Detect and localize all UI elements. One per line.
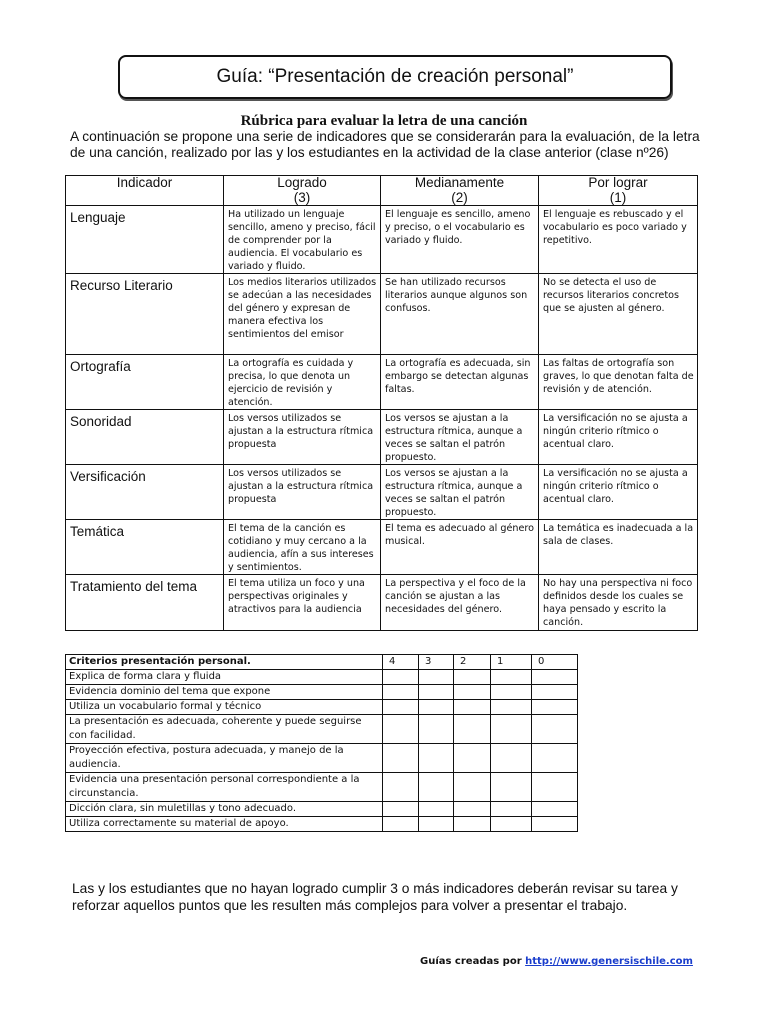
rubric-cell-medianamente: El tema es adecuado al género musical.	[381, 520, 539, 575]
score-cell[interactable]	[383, 670, 419, 685]
score-cell[interactable]	[491, 715, 532, 744]
rubric-cell-por-lograr: Las faltas de ortografía son graves, lo que denotan falta de revisión y de atención.	[539, 355, 698, 410]
criteria-row	[66, 670, 578, 685]
rubric-cell-medianamente: Los versos se ajustan a la estructura rítmica, aunque a veces se saltan el patrón propuesto.	[381, 410, 539, 465]
criteria-item: Evidencia dominio del tema que expone	[66, 685, 383, 700]
intro-paragraph: A continuación se propone una serie de indicadores que se considerarán para la evaluación, de la letra de una canción, realizado por las y los estudiantes en la actividad de la clase anterior (clase nº26)	[70, 129, 700, 160]
score-cell[interactable]	[419, 670, 454, 685]
score-cell[interactable]	[419, 685, 454, 700]
score-cell[interactable]	[491, 685, 532, 700]
score-cell[interactable]	[454, 700, 491, 715]
score-cell[interactable]	[491, 670, 532, 685]
score-cell[interactable]	[532, 817, 578, 832]
credit-prefix: Guías creadas por	[420, 956, 522, 967]
rubric-cell-por-lograr: No hay una perspectiva ni foco definidos desde los cuales se haya pensado y escrito la canción.	[539, 575, 698, 631]
score-cell[interactable]	[383, 715, 419, 744]
rubric-cell-logrado: Los versos utilizados se ajustan a la estructura rítmica propuesta	[224, 465, 381, 520]
rubric-row	[66, 355, 698, 410]
criteria-row	[66, 773, 578, 802]
rubric-subtitle: Rúbrica para evaluar la letra de una canción	[240, 113, 528, 129]
rubric-header-indicador: Indicador	[66, 176, 224, 206]
rubric-cell-medianamente: La ortografía es adecuada, sin embargo se detectan algunas faltas.	[381, 355, 539, 410]
score-cell[interactable]	[383, 744, 419, 773]
rubric-table	[65, 175, 698, 631]
rubric-cell-por-lograr: La temática es inadecuada a la sala de clases.	[539, 520, 698, 575]
score-cell[interactable]	[383, 817, 419, 832]
criteria-item: Dicción clara, sin muletillas y tono adecuado.	[66, 802, 383, 817]
rubric-cell-por-lograr: El lenguaje es rebuscado y el vocabulario es poco variado y repetitivo.	[539, 206, 698, 274]
score-cell[interactable]	[532, 670, 578, 685]
rubric-cell-logrado: Ha utilizado un lenguaje sencillo, ameno y preciso, fácil de comprender por la audiencia. El vocabulario es variado y fluido.	[224, 206, 381, 274]
score-cell[interactable]	[532, 744, 578, 773]
guide-title: Guía: “Presentación de creación personal”	[118, 55, 672, 99]
rubric-row	[66, 206, 698, 274]
rubric-indicator: Ortografía	[66, 355, 224, 410]
rubric-cell-por-lograr: La versificación no se ajusta a ningún criterio rítmico o acentual claro.	[539, 465, 698, 520]
score-cell[interactable]	[383, 773, 419, 802]
rubric-cell-por-lograr: La versificación no se ajusta a ningún criterio rítmico o acentual claro.	[539, 410, 698, 465]
rubric-indicator: Versificación	[66, 465, 224, 520]
score-cell[interactable]	[419, 700, 454, 715]
score-cell[interactable]	[491, 817, 532, 832]
criteria-row	[66, 685, 578, 700]
score-cell[interactable]	[532, 715, 578, 744]
score-cell[interactable]	[454, 773, 491, 802]
criteria-item: Evidencia una presentación personal correspondiente a la circunstancia.	[66, 773, 383, 802]
score-1: 1	[491, 655, 532, 670]
score-cell[interactable]	[532, 685, 578, 700]
criteria-row	[66, 700, 578, 715]
rubric-header-logrado: Logrado (3)	[224, 176, 381, 206]
rubric-indicator: Lenguaje	[66, 206, 224, 274]
score-0: 0	[532, 655, 578, 670]
criteria-header-row	[66, 655, 578, 670]
rubric-row	[66, 575, 698, 631]
criteria-item: La presentación es adecuada, coherente y puede seguirse con facilidad.	[66, 715, 383, 744]
credit-line	[420, 956, 693, 967]
rubric-cell-logrado: Los versos utilizados se ajustan a la estructura rítmica propuesta	[224, 410, 381, 465]
rubric-header-row	[66, 176, 698, 206]
score-cell[interactable]	[383, 700, 419, 715]
score-cell[interactable]	[454, 817, 491, 832]
score-2: 2	[454, 655, 491, 670]
rubric-indicator: Recurso Literario	[66, 274, 224, 355]
rubric-row	[66, 410, 698, 465]
rubric-cell-medianamente: Los versos se ajustan a la estructura rítmica, aunque a veces se saltan el patrón propuesto.	[381, 465, 539, 520]
rubric-cell-por-lograr: No se detecta el uso de recursos literarios concretos que se ajusten al género.	[539, 274, 698, 355]
score-cell[interactable]	[454, 685, 491, 700]
criteria-table	[65, 654, 578, 832]
rubric-indicator: Temática	[66, 520, 224, 575]
rubric-header-medianamente: Medianamente (2)	[381, 176, 539, 206]
criteria-row	[66, 744, 578, 773]
score-cell[interactable]	[419, 715, 454, 744]
rubric-indicator: Tratamiento del tema	[66, 575, 224, 631]
score-cell[interactable]	[454, 802, 491, 817]
rubric-cell-logrado: El tema utiliza un foco y una perspectivas originales y atractivos para la audiencia	[224, 575, 381, 631]
rubric-cell-logrado: La ortografía es cuidada y precisa, lo que denota un ejercicio de revisión y atención.	[224, 355, 381, 410]
rubric-cell-logrado: El tema de la canción es cotidiano y muy cercano a la audiencia, afín a sus intereses y sentimientos.	[224, 520, 381, 575]
score-cell[interactable]	[383, 685, 419, 700]
rubric-header-por-lograr: Por lograr (1)	[539, 176, 698, 206]
rubric-row	[66, 274, 698, 355]
rubric-cell-logrado: Los medios literarios utilizados se adecúan a las necesidades del género y expresan de manera efectiva los sentimientos del emisor	[224, 274, 381, 355]
score-cell[interactable]	[454, 715, 491, 744]
criteria-row	[66, 715, 578, 744]
score-cell[interactable]	[419, 802, 454, 817]
rubric-cell-medianamente: La perspectiva y el foco de la canción se ajustan a las necesidades del género.	[381, 575, 539, 631]
score-cell[interactable]	[491, 700, 532, 715]
score-cell[interactable]	[532, 802, 578, 817]
score-cell[interactable]	[454, 670, 491, 685]
score-cell[interactable]	[532, 700, 578, 715]
score-3: 3	[419, 655, 454, 670]
rubric-row	[66, 520, 698, 575]
credit-link[interactable]: http://www.genersischile.com	[525, 956, 693, 967]
score-cell[interactable]	[532, 773, 578, 802]
score-cell[interactable]	[419, 744, 454, 773]
rubric-row	[66, 465, 698, 520]
score-cell[interactable]	[491, 744, 532, 773]
closing-note: Las y los estudiantes que no hayan logrado cumplir 3 o más indicadores deberán revisar su tarea y reforzar aquellos puntos que les resulten más complejos para volver a presentar el trabajo.	[72, 881, 678, 913]
criteria-row	[66, 817, 578, 832]
criteria-item: Utiliza correctamente su material de apoyo.	[66, 817, 383, 832]
rubric-cell-medianamente: Se han utilizado recursos literarios aunque algunos son confusos.	[381, 274, 539, 355]
criteria-item: Explica de forma clara y fluida	[66, 670, 383, 685]
criteria-item: Proyección efectiva, postura adecuada, y manejo de la audiencia.	[66, 744, 383, 773]
score-cell[interactable]	[491, 773, 532, 802]
score-cell[interactable]	[383, 802, 419, 817]
criteria-item: Utiliza un vocabulario formal y técnico	[66, 700, 383, 715]
score-cell[interactable]	[419, 817, 454, 832]
rubric-indicator: Sonoridad	[66, 410, 224, 465]
score-cell[interactable]	[419, 773, 454, 802]
criteria-header: Criterios presentación personal.	[66, 655, 383, 670]
rubric-cell-medianamente: El lenguaje es sencillo, ameno y preciso, o el vocabulario es variado y fluido.	[381, 206, 539, 274]
score-4: 4	[383, 655, 419, 670]
score-cell[interactable]	[491, 802, 532, 817]
criteria-row	[66, 802, 578, 817]
score-cell[interactable]	[454, 744, 491, 773]
